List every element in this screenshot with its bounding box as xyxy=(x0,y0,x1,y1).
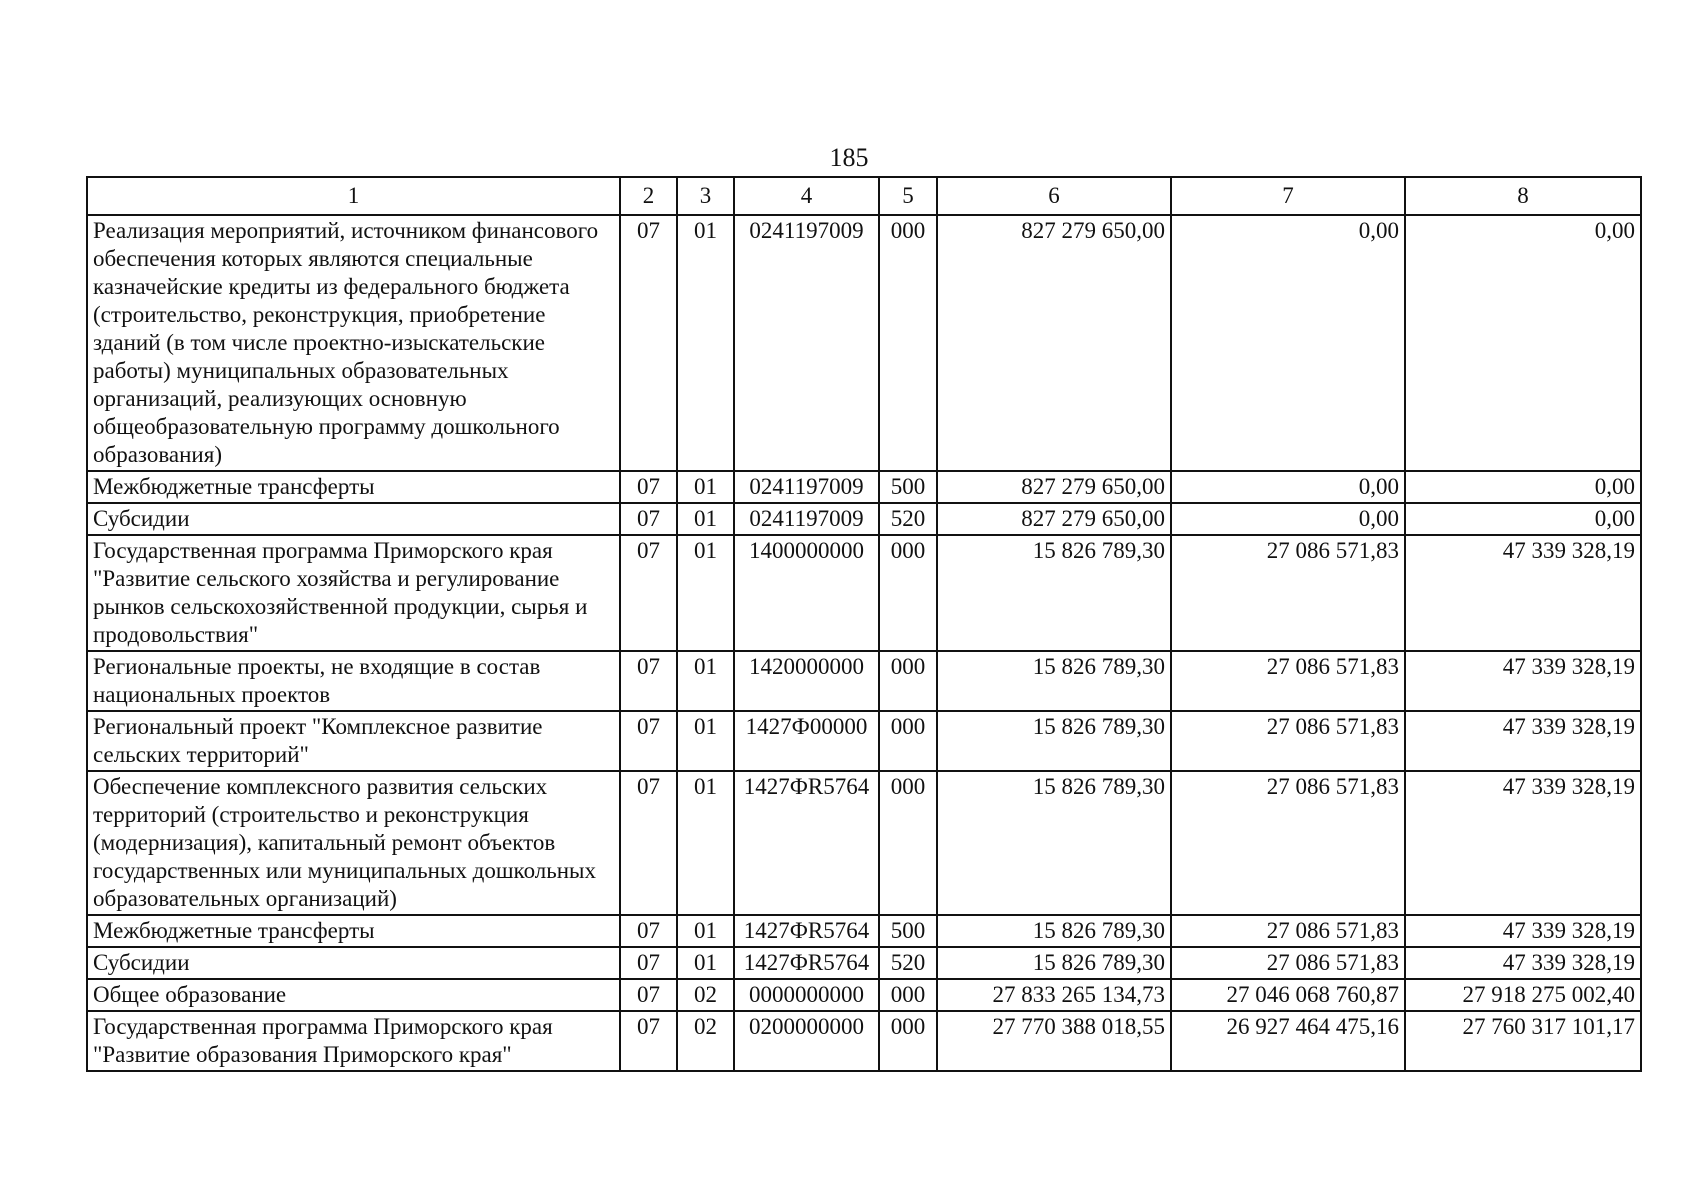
row-expense-type: 500 xyxy=(879,915,937,947)
row-section: 07 xyxy=(620,711,677,771)
row-subsection: 01 xyxy=(677,503,734,535)
row-name: Межбюджетные трансферты xyxy=(87,915,620,947)
column-header: 1 xyxy=(87,177,620,215)
row-amount-col6: 15 826 789,30 xyxy=(937,947,1171,979)
row-target-code: 0241197009 xyxy=(734,471,879,503)
row-amount-col8: 27 760 317 101,17 xyxy=(1405,1011,1641,1071)
row-amount-col6: 15 826 789,30 xyxy=(937,711,1171,771)
row-section: 07 xyxy=(620,535,677,651)
row-amount-col8: 47 339 328,19 xyxy=(1405,535,1641,651)
row-amount-col6: 15 826 789,30 xyxy=(937,771,1171,915)
row-amount-col8: 47 339 328,19 xyxy=(1405,915,1641,947)
row-amount-col8: 0,00 xyxy=(1405,215,1641,471)
row-section: 07 xyxy=(620,1011,677,1071)
row-amount-col6: 27 833 265 134,73 xyxy=(937,979,1171,1011)
row-amount-col6: 27 770 388 018,55 xyxy=(937,1011,1171,1071)
row-name: Реализация мероприятий, источником финансового обеспечения которых являются специальные казначейские кредиты из федерального бюджета (строительство, реконструкция, приобретение зданий (в том числе проектно-изыскательские работы) муниципальных образовательных организаций, реализующих основную общеобразовательную программу дошкольного образования) xyxy=(87,215,620,471)
row-expense-type: 000 xyxy=(879,1011,937,1071)
row-name: Региональный проект "Комплексное развитие сельских территорий" xyxy=(87,711,620,771)
row-expense-type: 000 xyxy=(879,651,937,711)
column-header: 8 xyxy=(1405,177,1641,215)
row-amount-col7: 27 086 571,83 xyxy=(1171,771,1405,915)
row-subsection: 01 xyxy=(677,947,734,979)
row-target-code: 0000000000 xyxy=(734,979,879,1011)
table-row xyxy=(87,215,1641,471)
row-subsection: 01 xyxy=(677,711,734,771)
row-amount-col7: 27 046 068 760,87 xyxy=(1171,979,1405,1011)
row-amount-col7: 0,00 xyxy=(1171,215,1405,471)
row-subsection: 02 xyxy=(677,979,734,1011)
row-target-code: 0200000000 xyxy=(734,1011,879,1071)
row-target-code: 0241197009 xyxy=(734,503,879,535)
row-expense-type: 520 xyxy=(879,503,937,535)
row-section: 07 xyxy=(620,215,677,471)
row-amount-col8: 47 339 328,19 xyxy=(1405,771,1641,915)
row-subsection: 01 xyxy=(677,771,734,915)
row-section: 07 xyxy=(620,979,677,1011)
row-expense-type: 000 xyxy=(879,215,937,471)
column-header: 5 xyxy=(879,177,937,215)
row-name: Обеспечение комплексного развития сельских территорий (строительство и реконструкция (модернизация), капитальный ремонт объектов государственных или муниципальных дошкольных образовательных организаций) xyxy=(87,771,620,915)
table-row xyxy=(87,471,1641,503)
row-expense-type: 000 xyxy=(879,979,937,1011)
row-expense-type: 520 xyxy=(879,947,937,979)
row-expense-type: 000 xyxy=(879,771,937,915)
row-expense-type: 500 xyxy=(879,471,937,503)
row-amount-col6: 827 279 650,00 xyxy=(937,471,1171,503)
row-target-code: 1427ФR5764 xyxy=(734,947,879,979)
row-subsection: 01 xyxy=(677,535,734,651)
row-subsection: 01 xyxy=(677,471,734,503)
row-amount-col7: 27 086 571,83 xyxy=(1171,535,1405,651)
row-amount-col6: 827 279 650,00 xyxy=(937,215,1171,471)
row-target-code: 1400000000 xyxy=(734,535,879,651)
row-expense-type: 000 xyxy=(879,711,937,771)
row-amount-col7: 26 927 464 475,16 xyxy=(1171,1011,1405,1071)
row-amount-col7: 0,00 xyxy=(1171,503,1405,535)
row-name: Общее образование xyxy=(87,979,620,1011)
table-row xyxy=(87,651,1641,711)
table-row xyxy=(87,711,1641,771)
row-section: 07 xyxy=(620,771,677,915)
row-name: Субсидии xyxy=(87,503,620,535)
row-subsection: 02 xyxy=(677,1011,734,1071)
page-number: 185 xyxy=(829,143,869,172)
column-header: 4 xyxy=(734,177,879,215)
row-target-code: 1427ФR5764 xyxy=(734,915,879,947)
row-name: Региональные проекты, не входящие в состав национальных проектов xyxy=(87,651,620,711)
header-row xyxy=(87,177,1641,215)
row-section: 07 xyxy=(620,471,677,503)
row-subsection: 01 xyxy=(677,651,734,711)
row-name: Межбюджетные трансферты xyxy=(87,471,620,503)
row-amount-col7: 27 086 571,83 xyxy=(1171,915,1405,947)
row-amount-col7: 27 086 571,83 xyxy=(1171,651,1405,711)
row-target-code: 1427ФR5764 xyxy=(734,771,879,915)
table-row xyxy=(87,771,1641,915)
column-header: 2 xyxy=(620,177,677,215)
row-amount-col6: 15 826 789,30 xyxy=(937,915,1171,947)
row-amount-col6: 15 826 789,30 xyxy=(937,535,1171,651)
row-amount-col8: 0,00 xyxy=(1405,471,1641,503)
row-target-code: 1427Ф00000 xyxy=(734,711,879,771)
table-row xyxy=(87,979,1641,1011)
row-amount-col7: 27 086 571,83 xyxy=(1171,947,1405,979)
row-section: 07 xyxy=(620,915,677,947)
row-section: 07 xyxy=(620,503,677,535)
column-header: 3 xyxy=(677,177,734,215)
row-section: 07 xyxy=(620,651,677,711)
row-amount-col6: 15 826 789,30 xyxy=(937,651,1171,711)
row-amount-col8: 0,00 xyxy=(1405,503,1641,535)
row-name: Субсидии xyxy=(87,947,620,979)
row-target-code: 1420000000 xyxy=(734,651,879,711)
column-header: 6 xyxy=(937,177,1171,215)
table-row xyxy=(87,503,1641,535)
row-amount-col7: 27 086 571,83 xyxy=(1171,711,1405,771)
row-subsection: 01 xyxy=(677,915,734,947)
row-amount-col6: 827 279 650,00 xyxy=(937,503,1171,535)
row-amount-col8: 47 339 328,19 xyxy=(1405,651,1641,711)
row-expense-type: 000 xyxy=(879,535,937,651)
budget-table xyxy=(86,176,1642,1072)
table-row xyxy=(87,1011,1641,1071)
row-target-code: 0241197009 xyxy=(734,215,879,471)
column-header: 7 xyxy=(1171,177,1405,215)
row-amount-col8: 47 339 328,19 xyxy=(1405,947,1641,979)
row-section: 07 xyxy=(620,947,677,979)
table-row xyxy=(87,915,1641,947)
row-amount-col8: 27 918 275 002,40 xyxy=(1405,979,1641,1011)
row-amount-col8: 47 339 328,19 xyxy=(1405,711,1641,771)
row-amount-col7: 0,00 xyxy=(1171,471,1405,503)
row-name: Государственная программа Приморского края "Развитие сельского хозяйства и регулирование рынков сельскохозяйственной продукции, сырья и продовольствия" xyxy=(87,535,620,651)
row-subsection: 01 xyxy=(677,215,734,471)
table-row xyxy=(87,947,1641,979)
table-row xyxy=(87,535,1641,651)
row-name: Государственная программа Приморского края "Развитие образования Приморского края" xyxy=(87,1011,620,1071)
